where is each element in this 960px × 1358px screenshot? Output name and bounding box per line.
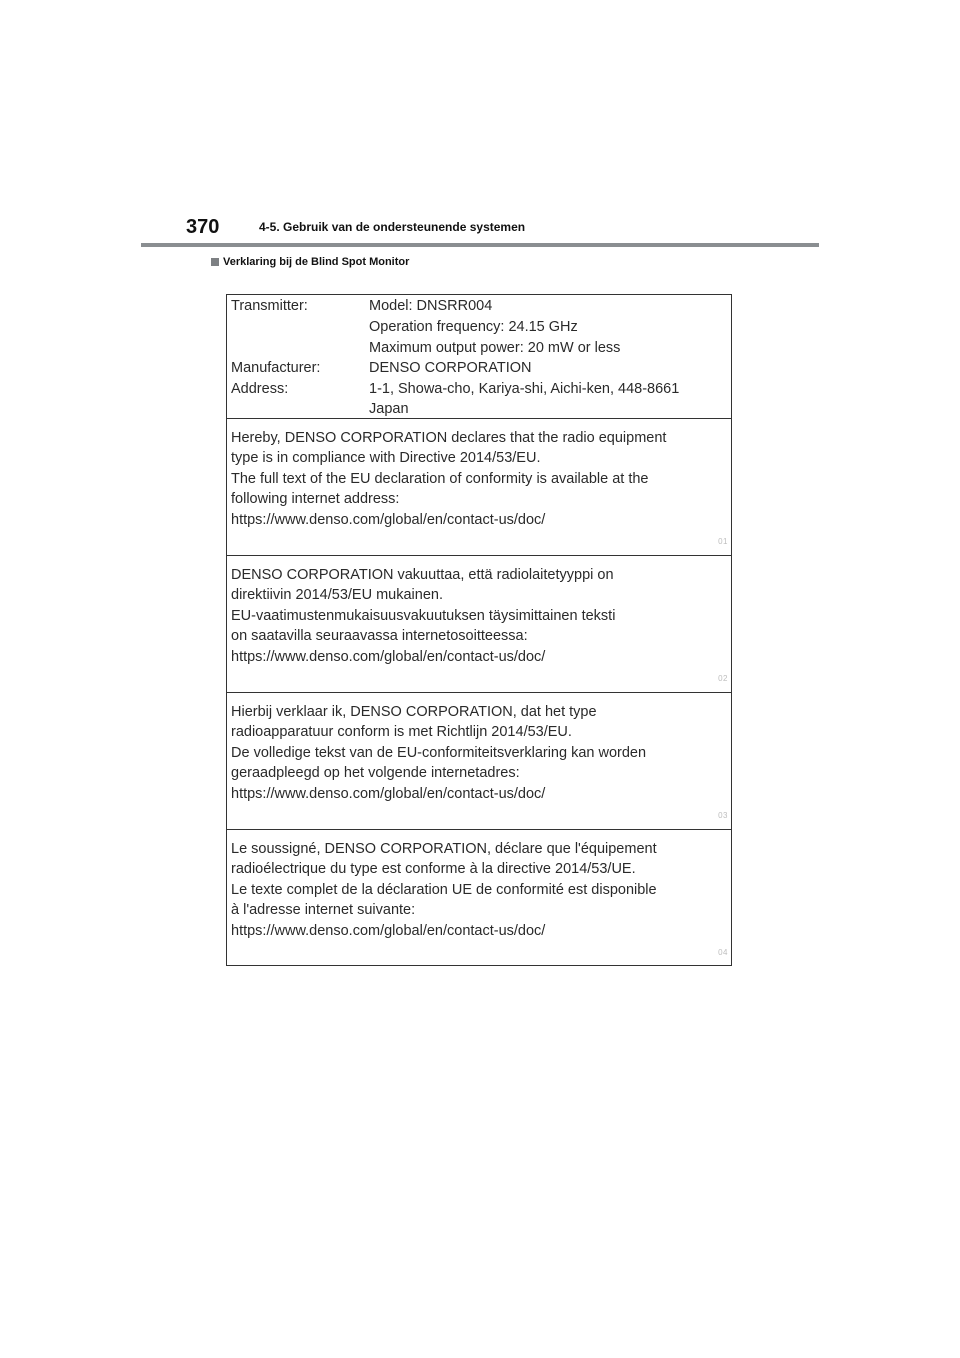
transmitter-model: Model: DNSRR004	[369, 298, 493, 314]
manufacturer-value: DENSO CORPORATION	[369, 360, 532, 376]
declaration-box	[226, 294, 732, 966]
section-heading-text: Verklaring bij de Blind Spot Monitor	[223, 256, 410, 268]
declaration-line: type is in compliance with Directive 2014/53/EU.	[231, 450, 541, 467]
declaration-line: radioapparatuur conform is met Richtlijn 2014/53/EU.	[231, 724, 572, 741]
declaration-text	[231, 428, 666, 530]
address-line-1: 1-1, Showa-cho, Kariya-shi, Aichi-ken, 448-8661	[369, 381, 680, 397]
declaration-line: geraadpleegd op het volgende internetadres:	[231, 765, 520, 782]
header-rule	[141, 243, 819, 247]
declaration-text	[231, 839, 657, 941]
declaration-line: following internet address:	[231, 491, 400, 508]
declaration-finnish	[227, 556, 731, 693]
declaration-text	[231, 702, 646, 804]
declaration-url: https://www.denso.com/global/en/contact-us/doc/	[231, 785, 546, 802]
declaration-line: De volledige tekst van de EU-conformiteitsverklaring kan worden	[231, 744, 647, 761]
declaration-french	[227, 830, 731, 966]
declaration-line: The full text of the EU declaration of conformity is available at the	[231, 470, 649, 487]
declaration-line: Hereby, DENSO CORPORATION declares that the radio equipment	[231, 430, 667, 446]
declaration-line: EU-vaatimustenmukaisuusvakuutuksen täysimittainen teksti	[231, 607, 616, 624]
address-line-2: Japan	[369, 401, 409, 417]
declaration-dutch	[227, 693, 731, 830]
declaration-line: Hierbij verklaar ik, DENSO CORPORATION, dat het type	[231, 704, 597, 720]
spec-block	[227, 295, 731, 419]
reference-mark: 03	[718, 810, 728, 820]
declaration-text	[231, 565, 615, 667]
declaration-line: à l'adresse internet suivante:	[231, 902, 416, 919]
declaration-url: https://www.denso.com/global/en/contact-us/doc/	[231, 511, 546, 528]
reference-mark: 04	[718, 947, 728, 957]
reference-mark: 01	[718, 536, 728, 546]
reference-mark: 02	[718, 673, 728, 683]
declaration-line: DENSO CORPORATION vakuuttaa, että radiolaitetyyppi on	[231, 567, 614, 583]
declaration-line: on saatavilla seuraavassa internetosoitteessa:	[231, 628, 528, 645]
transmitter-frequency: Operation frequency: 24.15 GHz	[369, 319, 578, 335]
declaration-line: direktiivin 2014/53/EU mukainen.	[231, 587, 443, 604]
address-label: Address:	[231, 381, 289, 397]
section-heading	[211, 256, 409, 268]
transmitter-label: Transmitter:	[231, 298, 308, 314]
declaration-line: radioélectrique du type est conforme à la directive 2014/53/UE.	[231, 861, 636, 878]
manufacturer-label: Manufacturer:	[231, 360, 321, 376]
declaration-url: https://www.denso.com/global/en/contact-us/doc/	[231, 648, 546, 665]
declaration-url: https://www.denso.com/global/en/contact-us/doc/	[231, 922, 546, 939]
page-number: 370	[186, 216, 220, 238]
declaration-line: Le texte complet de la déclaration UE de conformité est disponible	[231, 881, 657, 898]
square-bullet-icon	[211, 258, 219, 266]
transmitter-power: Maximum output power: 20 mW or less	[369, 340, 621, 356]
running-head: 4-5. Gebruik van de ondersteunende systemen	[259, 220, 526, 234]
declaration-line: Le soussigné, DENSO CORPORATION, déclare que l'équipement	[231, 841, 657, 857]
declaration-english	[227, 419, 731, 556]
